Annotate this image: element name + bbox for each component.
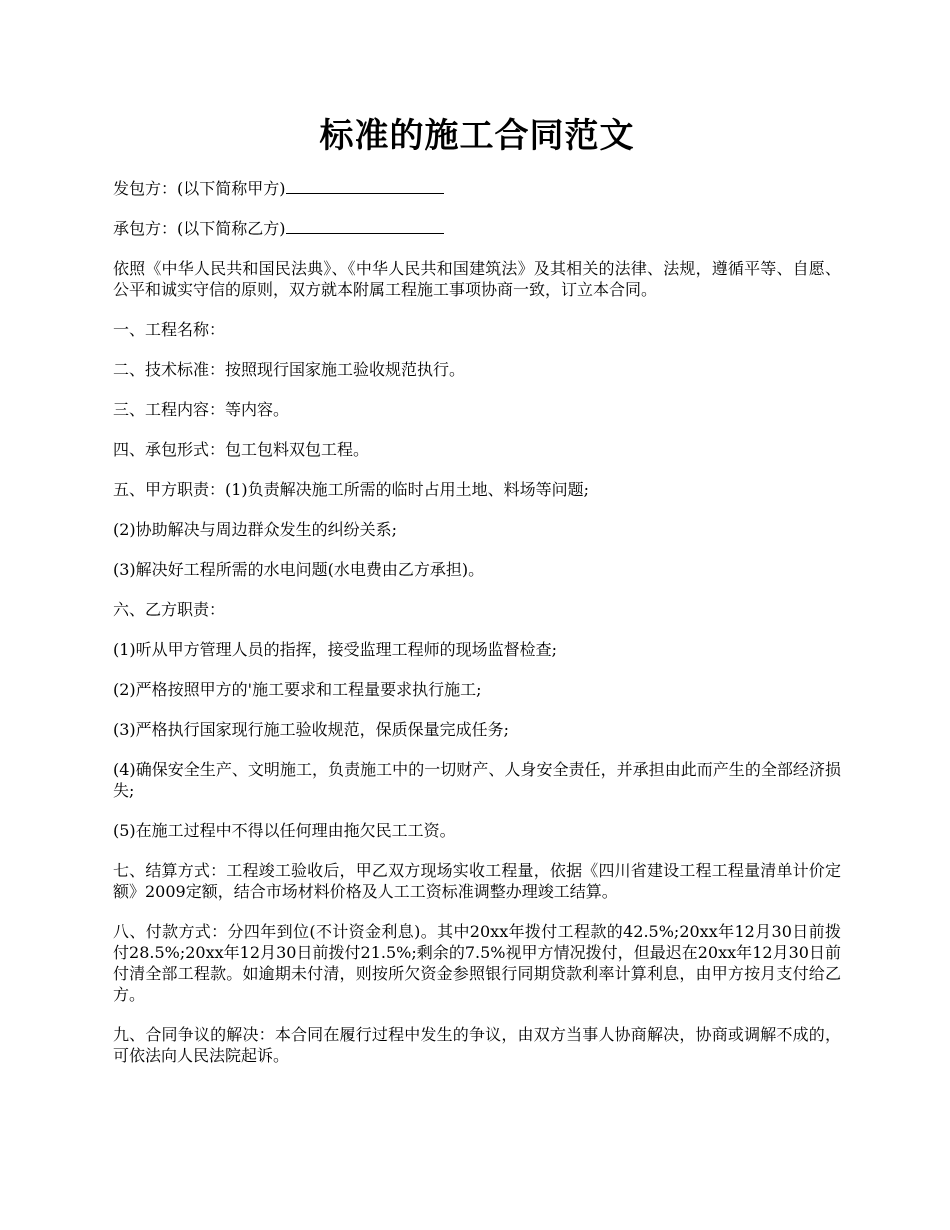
clause-project-name: 一、工程名称： [113, 320, 226, 339]
clause-project-content: 三、工程内容：等内容。 [113, 400, 290, 419]
party-a-duty-3: (3)解决好工程所需的水电问题(水电费由乙方承担)。 [113, 560, 485, 579]
clause-contract-form: 四、承包形式：包工包料双包工程。 [113, 440, 370, 459]
clause-party-a-duties: 五、甲方职责：(1)负责解决施工所需的临时占用土地、料场等问题; [113, 480, 590, 499]
document-page [113, 112, 841, 1085]
party-a-duty-2: (2)协助解决与周边群众发生的纠纷关系; [113, 520, 398, 539]
clause-technical-standard: 二、技术标准：按照现行国家施工验收规范执行。 [113, 360, 466, 379]
party-a-blank [286, 178, 444, 194]
party-b-blank [286, 218, 444, 234]
clause-payment: 八、付款方式：分四年到位(不计资金利息)。其中20xx年拨付工程款的42.5%;20xx年12月30日前拨付28.5%;20xx年12月30日前拨付21.5%;剩余的7.5%视甲方情况拨付，但最迟在20xx年12月30日前付清全部工程款。如逾期未付清，则按所欠资金参照银行同期贷款利率计算利息，由甲方按月支付给乙方。 [113, 922, 841, 1004]
party-b-line [113, 218, 841, 239]
party-a-line [113, 178, 841, 199]
document-title: 标准的施工合同范文 [319, 116, 635, 156]
party-b-duty-1: (1)听从甲方管理人员的指挥，接受监理工程师的现场监督检查; [113, 640, 558, 659]
preamble-paragraph: 依照《中华人民共和国民法典》、《中华人民共和国建筑法》及其相关的法律、法规，遵循平等、自愿、公平和诚实守信的原则，双方就本附属工程施工事项协商一致，订立本合同。 [113, 259, 841, 299]
party-b-duty-3: (3)严格执行国家现行施工验收规范，保质保量完成任务; [113, 720, 510, 739]
party-b-label: 承包方：(以下简称乙方) [113, 219, 286, 238]
clause-party-b-duties: 六、乙方职责： [113, 600, 226, 619]
party-b-duty-5: (5)在施工过程中不得以任何理由拖欠民工工资。 [113, 821, 456, 840]
party-b-duty-2: (2)严格按照甲方的'施工要求和工程量要求执行施工; [113, 680, 482, 699]
party-b-duty-4: (4)确保安全生产、文明施工，负责施工中的一切财产、人身安全责任，并承担由此而产生的全部经济损失; [113, 760, 841, 800]
party-a-label: 发包方：(以下简称甲方) [113, 179, 286, 198]
clause-settlement: 七、结算方式：工程竣工验收后，甲乙双方现场实收工程量，依据《四川省建设工程工程量清单计价定额》2009定额，结合市场材料价格及人工工资标准调整办理竣工结算。 [113, 861, 841, 901]
clause-dispute-resolution: 九、合同争议的解决：本合同在履行过程中发生的争议，由双方当事人协商解决，协商或调解不成的，可依法向人民法院起诉。 [113, 1025, 841, 1065]
